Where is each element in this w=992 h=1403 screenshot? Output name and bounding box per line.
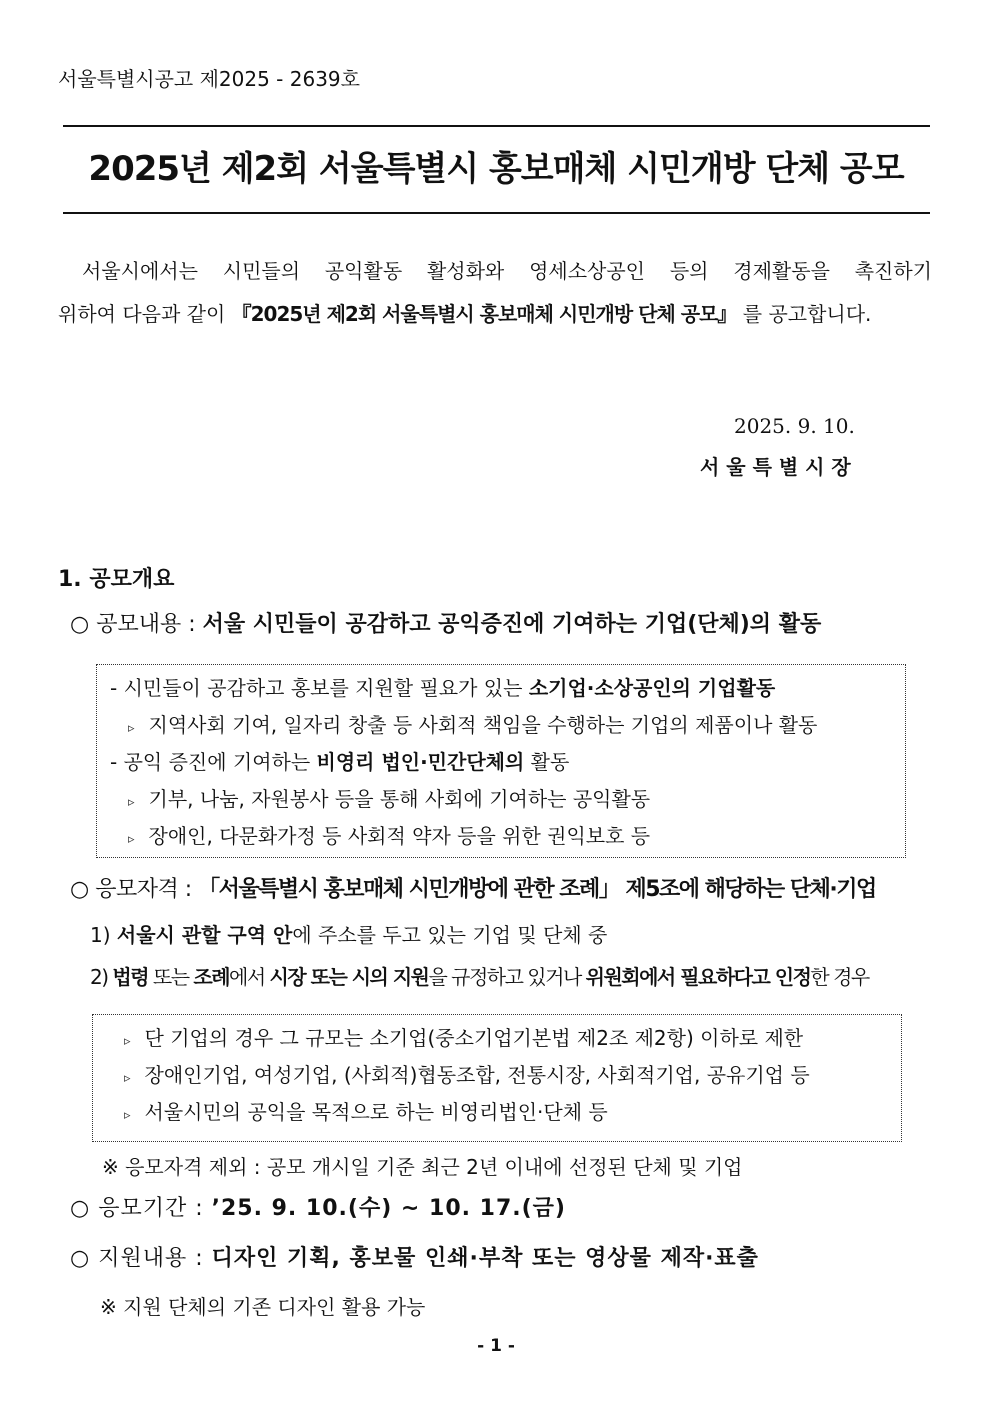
- item-text-end: 활동: [524, 750, 570, 774]
- notice-date: 2025. 9. 10.: [734, 414, 855, 438]
- support-line: [70, 1248, 759, 1270]
- content-sub-2: [128, 789, 650, 809]
- intro-title-ref: 『2025년 제2회 서울특별시 홍보매체 시민개방 단체 공모』: [231, 302, 737, 326]
- title-rule-top: [63, 125, 930, 127]
- issuer: 서 울 특 별 시 장: [700, 455, 851, 479]
- eligibility-box-item: [124, 1028, 803, 1048]
- eligibility-cond-2: [90, 967, 869, 987]
- triangle-bullet-icon: ▹: [124, 1071, 131, 1086]
- support-label: ○ 지원내용 :: [70, 1246, 212, 1271]
- period-label: ○ 응모기간 :: [70, 1196, 212, 1221]
- cond-bold: 조례: [193, 965, 230, 989]
- cond-text: 또는: [148, 965, 194, 989]
- intro-text-end: 를 공고합니다.: [736, 302, 872, 326]
- sub-text: 장애인, 다문화가정 등 사회적 약자 등을 위한 권익보호 등: [148, 824, 651, 848]
- eligibility-label: ○ 응모자격 :: [70, 877, 199, 902]
- content-text: 서울 시민들이 공감하고 공익증진에 기여하는 기업(단체)의 활동: [202, 612, 822, 637]
- eligibility-box-item: [124, 1065, 810, 1085]
- intro-text: 위하여 다음과 같이: [58, 302, 232, 326]
- support-text: 디자인 기획, 홍보물 인쇄·부착 또는 영상물 제작·표출: [211, 1246, 759, 1271]
- sub-text: 기부, 나눔, 자원봉사 등을 통해 사회에 기여하는 공익활동: [148, 787, 651, 811]
- cond-num: 2): [90, 965, 113, 989]
- triangle-bullet-icon: ▹: [128, 721, 135, 736]
- eligibility-cond-1: [90, 925, 607, 945]
- triangle-bullet-icon: ▹: [128, 832, 135, 847]
- content-item-2: [110, 752, 569, 772]
- content-sub-1: [128, 715, 817, 735]
- cond-text: 을 규정하고 있거나: [428, 965, 586, 989]
- cond-bold: 법령: [112, 965, 149, 989]
- content-sub-3: [128, 826, 650, 846]
- cond-text: 에 주소를 두고 있는 기업 및 단체 중: [292, 923, 608, 947]
- triangle-bullet-icon: ▹: [124, 1034, 131, 1049]
- page-number: - 1 -: [477, 1336, 515, 1356]
- section-heading: 1. 공모개요: [58, 567, 175, 592]
- eligibility-line: [70, 879, 876, 901]
- intro-line-1: 서울시에서는 시민들의 공익활동 활성화와 영세소상공인 등의 경제활동을 촉진하기: [82, 259, 932, 283]
- cond-bold: 서울시 관할 구역 안: [116, 923, 293, 947]
- box-text: 장애인기업, 여성기업, (사회적)협동조합, 전통시장, 사회적기업, 공유기업 등: [144, 1063, 810, 1087]
- eligibility-note: ※ 응모자격 제외 : 공모 개시일 기준 최근 2년 이내에 선정된 단체 및 기업: [102, 1155, 743, 1179]
- notice-number: 서울특별시공고 제2025 - 2639호: [58, 67, 360, 91]
- period-text: ’25. 9. 10.(수) ~ 10. 17.(금): [211, 1196, 566, 1221]
- triangle-bullet-icon: ▹: [124, 1108, 131, 1123]
- sub-text: 지역사회 기여, 일자리 창출 등 사회적 책임을 수행하는 기업의 제품이나 활동: [148, 713, 818, 737]
- page-title: 2025년 제2회 서울특별시 홍보매체 시민개방 단체 공모: [88, 149, 904, 189]
- box-text: 서울시민의 공익을 목적으로 하는 비영리법인·단체 등: [144, 1100, 608, 1124]
- item-text: - 시민들이 공감하고 홍보를 지원할 필요가 있는: [110, 676, 529, 700]
- item-text: - 공익 증진에 기여하는: [110, 750, 317, 774]
- triangle-bullet-icon: ▹: [128, 795, 135, 810]
- box-text: 단 기업의 경우 그 규모는 소기업(중소기업기본법 제2조 제2항) 이하로 제한: [144, 1026, 804, 1050]
- cond-bold: 시장 또는 시의 지원: [269, 965, 429, 989]
- eligibility-text: 「서울특별시 홍보매체 시민개방에 관한 조례」 제5조에 해당하는 단체·기업: [198, 877, 876, 902]
- cond-bold: 위원회에서 필요하다고 인정: [585, 965, 811, 989]
- cond-text: 에서: [229, 965, 270, 989]
- content-item-1: [110, 678, 775, 698]
- cond-num: 1): [90, 923, 117, 947]
- cond-text: 한 경우: [810, 965, 869, 989]
- content-label: ○ 공모내용 :: [70, 612, 203, 637]
- title-rule-bottom: [63, 212, 930, 214]
- intro-line-2: [58, 304, 871, 324]
- content-line: [70, 614, 821, 636]
- eligibility-box-item: [124, 1102, 608, 1122]
- item-bold: 비영리 법인·민간단체의: [316, 750, 525, 774]
- support-note: ※ 지원 단체의 기존 디자인 활용 가능: [100, 1295, 426, 1319]
- item-bold: 소기업·소상공인의 기업활동: [528, 676, 776, 700]
- period-line: [70, 1198, 566, 1220]
